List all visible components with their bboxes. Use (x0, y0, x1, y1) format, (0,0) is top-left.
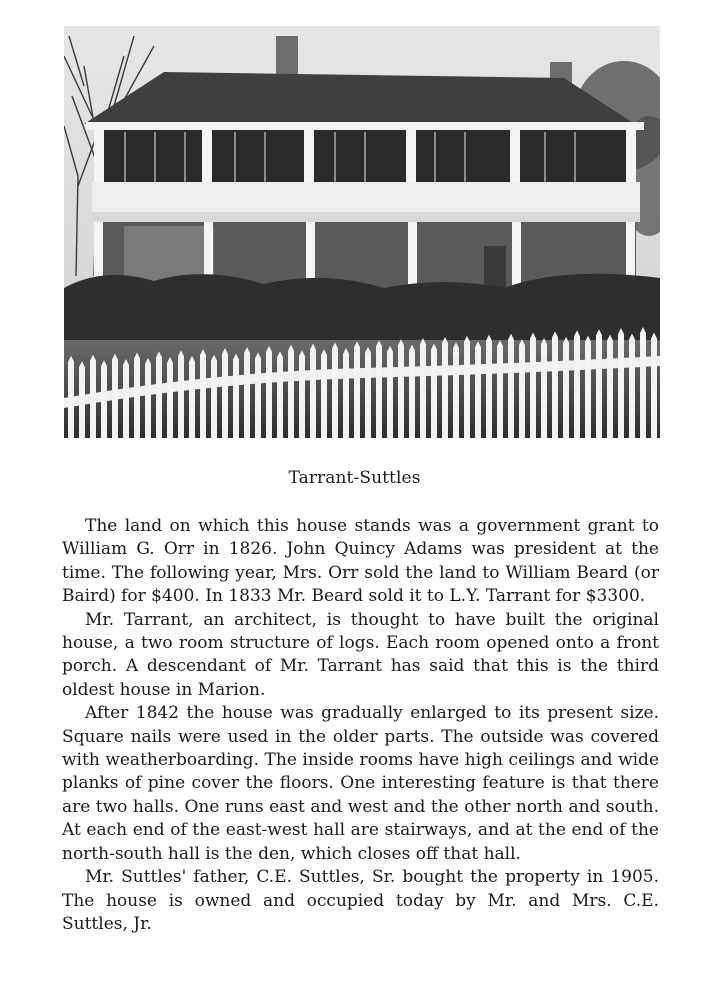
paragraph: Mr. Suttles' father, C.E. Suttles, Sr. bought the property in 1905. The house is owned and occupied today by Mr. and Mrs. C.E. Suttles, Jr. (62, 867, 659, 934)
chimney-left (276, 36, 298, 74)
article-body (62, 515, 659, 936)
roof (84, 72, 644, 130)
shrubs (64, 274, 660, 344)
photo-caption: Tarrant-Suttles (288, 468, 421, 488)
paragraph: After 1842 the house was gradually enlarged to its present size. Square nails were used in the older parts. The outside was covered with weatherboarding. The inside rooms have high ceilings and wide planks of pine cover the floors. One interesting feature is that there are two halls. One runs east and west and the other north and south. At each end of the east-west hall are stairways, and at the end of the north-south hall is the den, which closes off that hall. (62, 703, 659, 864)
paragraph: Mr. Tarrant, an architect, is thought to have built the original house, a two room structure of logs. Each room opened onto a front porch. A descendant of Mr. Tarrant has said that this is the third oldest house in Marion. (62, 609, 659, 700)
house-photo (64, 26, 660, 438)
paragraph: The land on which this house stands was a government grant to William G. Orr in 1826. John Quincy Adams was president at the time. The following year, Mrs. Orr sold the land to William Beard (or Baird) for $400. In 1833 Mr. Beard sold it to L.Y. Tarrant for $3300. (62, 516, 659, 607)
